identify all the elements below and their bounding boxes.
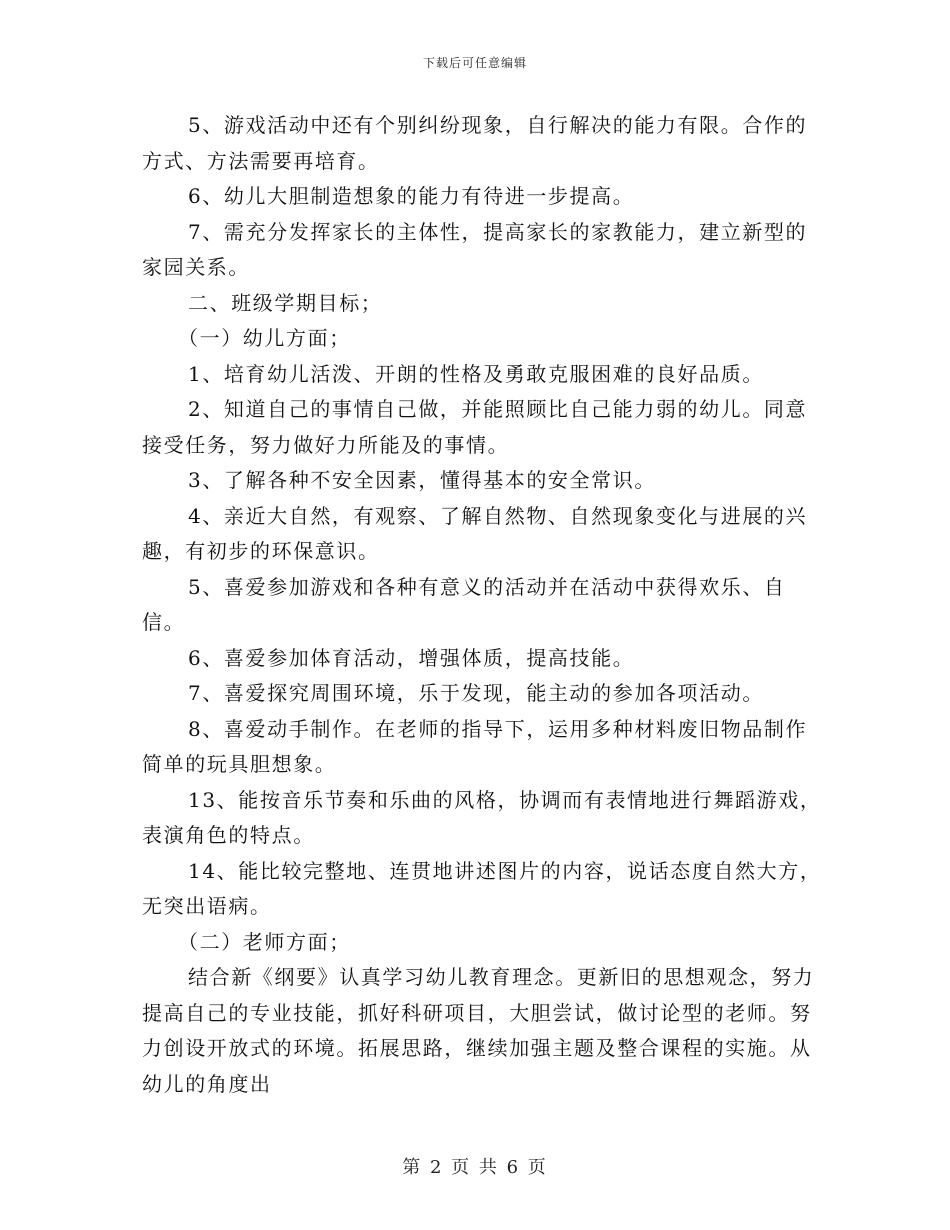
paragraph: 7、喜爱探究周围环境，乐于发现，能主动的参加各项活动。 [188,681,764,705]
paragraph: 2、知道自己的事情自己做，并能照顾比自己能力弱的幼儿。同意接受任务，努力做好力所能及的事情。 [142,397,808,457]
document-body [142,108,822,1102]
paragraph: 8、喜爱动手制作。在老师的指导下，运用多种材料废旧物品制作简单的玩具胆想象。 [142,716,808,776]
subsection-heading: （二）老师方面； [178,929,351,954]
paragraph: 14、能比较完整地、连贯地讲述图片的内容，说话态度自然大方，无突出语病。 [142,858,822,918]
paragraph: 3、了解各种不安全因素，懂得基本的安全常识。 [188,468,656,492]
paragraph: 6、喜爱参加体育活动，增强体质，提高技能。 [188,645,635,670]
paragraph: 5、喜爱参加游戏和各种有意义的活动并在活动中获得欢乐、自信。 [142,574,786,634]
paragraph: 结合新《纲要》认真学习幼儿教育理念。更新旧的思想观念，努力提高自己的专业技能，抓好科研项目，大胆尝试，做讨论型的老师。努力创设开放式的环境。拓展思路，继续加强主题及整合课程的实施。从幼儿的角度出 [142,965,815,1096]
page-footer: 第 2 页 共 6 页 [402,1157,548,1178]
paragraph: 7、需充分发挥家长的主体性，提高家长的家教能力，建立新型的家园关系。 [142,219,808,279]
page-header: 下载后可任意编辑 [422,56,527,70]
paragraph: 4、亲近大自然，有观察、了解自然物、自然现象变化与进展的兴趣，有初步的环保意识。 [142,503,808,563]
section-heading: 二、班级学期目标； [188,290,383,315]
paragraph: 1、培育幼儿活泼、开朗的性格及勇敢克服困难的良好品质。 [188,361,764,386]
subsection-heading: （一）幼儿方面； [178,326,351,350]
paragraph: 6、幼儿大胆制造想象的能力有待进一步提高。 [188,184,635,208]
paragraph: 5、游戏活动中还有个别纠纷现象，自行解决的能力有限。合作的方式、方法需要再培育。 [142,113,808,173]
paragraph: 13、能按音乐节奏和乐曲的风格，协调而有表情地进行舞蹈游戏，表演角色的特点。 [142,787,822,847]
